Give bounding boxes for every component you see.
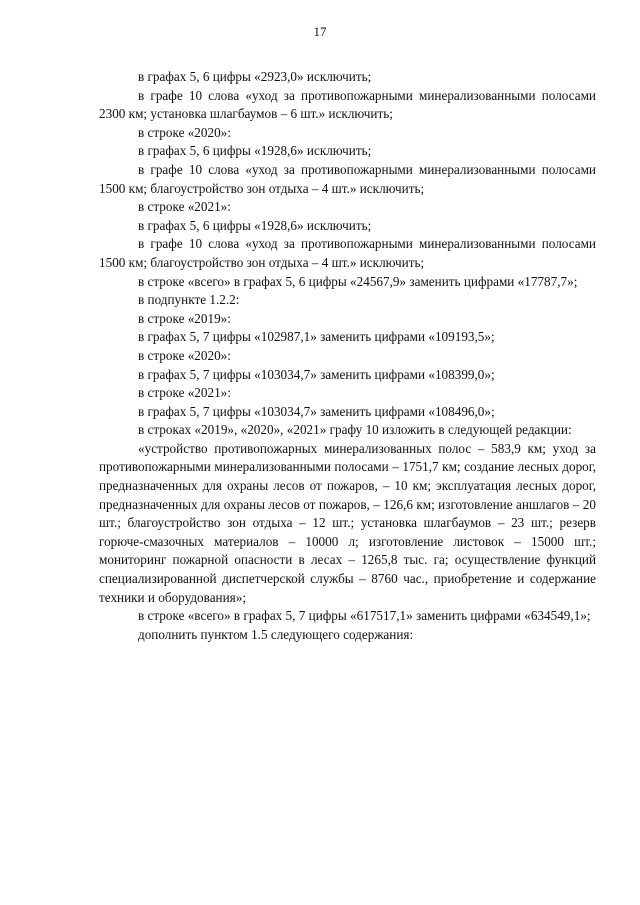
paragraph: в строках «2019», «2020», «2021» графу 10 изложить в следующей редакции: xyxy=(138,422,572,438)
quoted-amendment-text: «устройство противопожарных минерализованных полос – 583,9 км; уход за противопожарными минерализованными полосами – 1751,7 км; создание лесных дорог, предназначенных для охраны лесов от пожаров, – 10 км; эксплуатация лесных дорог, предназначенных для охраны лесов от пожаров, – 126,6 км; изготовление аншлагов – 20 шт.; благоустройство зон отдыха – 12 шт.; установка шлагбаумов – 23 шт.; резерв горюче-смазочных материалов – 10000 л; изготовление листовок – 15000 шт.; мониторинг пожарной опасности в лесах – 1265,8 тыс. га; осуществление функций специализированной диспетчерской службы – 8760 час., приобретение и содержание техники и оборудования»; xyxy=(99,440,596,605)
paragraph: в строке «2020»: xyxy=(138,347,231,363)
paragraph: в графе 10 слова «уход за противопожарными минерализованными полосами 1500 км; благоустройство зон отдыха – 4 шт.» исключить; xyxy=(99,236,596,270)
paragraph: в графах 5, 6 цифры «1928,6» исключить; xyxy=(138,217,372,233)
paragraph: в строке «2020»: xyxy=(138,124,231,140)
paragraph: в графах 5, 6 цифры «2923,0» исключить; xyxy=(138,69,372,84)
paragraph: в строке «2021»: xyxy=(138,199,231,215)
paragraph: дополнить пунктом 1.5 следующего содержания: xyxy=(138,626,414,642)
paragraph: в строке «2021»: xyxy=(138,385,231,401)
paragraph: в строке «всего» в графах 5, 6 цифры «24567,9» заменить цифрами «17787,7»; xyxy=(138,273,578,289)
paragraph: в подпункте 1.2.2: xyxy=(138,292,240,308)
document-body xyxy=(99,68,596,644)
paragraph: в графах 5, 6 цифры «1928,6» исключить; xyxy=(138,143,372,159)
paragraph: в графе 10 слова «уход за противопожарными минерализованными полосами 2300 км; установка шлагбаумов – 6 шт.» исключить; xyxy=(99,87,596,122)
paragraph: в строке «всего» в графах 5, 7 цифры «617517,1» заменить цифрами «634549,1»; xyxy=(138,608,591,624)
paragraph: в графах 5, 7 цифры «103034,7» заменить цифрами «108399,0»; xyxy=(138,366,495,382)
paragraph: в графах 5, 7 цифры «102987,1» заменить цифрами «109193,5»; xyxy=(138,329,495,345)
paragraph: в строке «2019»: xyxy=(138,310,231,326)
page-number: 17 xyxy=(313,24,327,39)
paragraph: в графах 5, 7 цифры «103034,7» заменить цифрами «108496,0»; xyxy=(138,403,495,419)
paragraph: в графе 10 слова «уход за противопожарными минерализованными полосами 1500 км; благоустройство зон отдыха – 4 шт.» исключить; xyxy=(99,161,596,196)
